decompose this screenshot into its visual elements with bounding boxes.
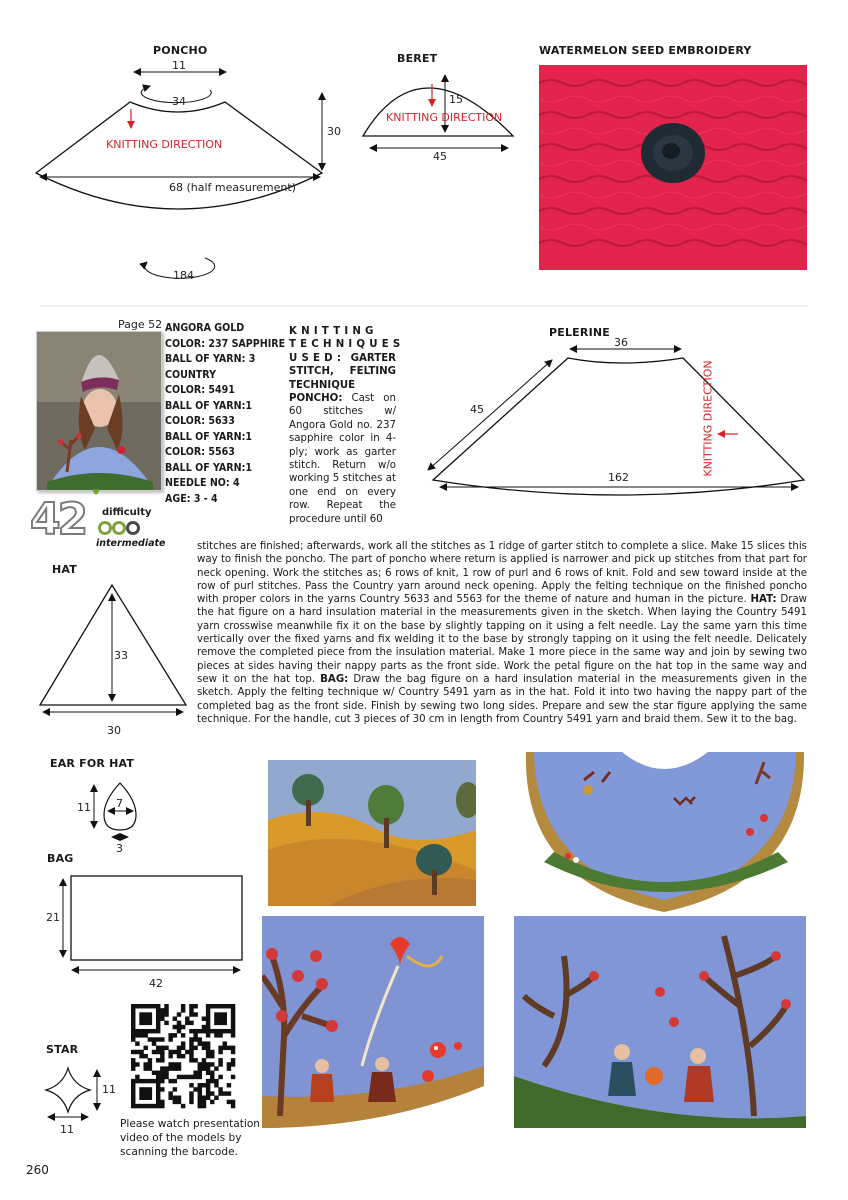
poncho-neck-dim: 11 <box>172 59 186 72</box>
page-ref: Page 52 <box>118 318 163 331</box>
bag-height-dim: 21 <box>46 911 60 924</box>
difficulty-level: intermediate <box>96 538 166 549</box>
star-width-dim: 11 <box>60 1123 74 1136</box>
techniques-heading: KNITTING TECHNIQUES USED: <box>289 326 405 364</box>
pelerine-side-dim: 45 <box>470 403 484 416</box>
poncho-direction-label: KNITTING DIRECTION <box>106 138 223 151</box>
model-photo <box>36 331 162 491</box>
hat-label: HAT: <box>750 594 777 606</box>
hat-height-dim: 33 <box>114 649 128 662</box>
poncho-instructions-cont: stitches are finished; afterwards, work all the stitches as 1 ridge of garter stitch to complete a slice. Make 15 slices this way to finish the poncho. The part of poncho where return is applied is narrower and pick up stitches from that part for neck opening. Work the stitches as; 6 rows of knit, 1 row of purl and 6 rows of knit. Fold and sew toward inside at the row of purl stitches. Pass the Country yarn around neck opening. Apply the felting technique on the finished poncho with proper colors in the yarns Country 5633 and 5563 for the theme of nature and human in the picture. <box>197 541 807 606</box>
poncho-top-photo <box>524 752 806 914</box>
bag-width-dim: 42 <box>149 977 163 990</box>
star-height-dim: 11 <box>102 1083 116 1096</box>
ear-title: EAR FOR HAT <box>50 757 135 770</box>
pelerine-title: PELERINE <box>549 326 610 339</box>
materials-line: AGE: 3 - 4 <box>165 492 218 505</box>
materials-line: BALL OF YARN:1 <box>165 461 253 474</box>
qr-code[interactable] <box>131 1004 235 1108</box>
beret-direction-label: KNITTING DIRECTION <box>386 111 503 124</box>
poncho-instructions: Cast on 60 stitches w/ Angora Gold no. 237 sapphire color in 4-ply; work as garter stitch. Return w/o working 5 stitches at one end on every row. Repeat the procedure until 60 <box>289 393 396 525</box>
hat-width-dim: 30 <box>107 724 121 737</box>
poncho-bottom-dim: 184 <box>173 269 194 282</box>
beret-height-dim: 15 <box>449 93 463 106</box>
pelerine-bottom-dim: 162 <box>608 471 629 484</box>
ear-height-dim: 11 <box>77 801 91 814</box>
techniques-list: GARTER STITCH, FELTING TECHNIQUE <box>289 352 396 391</box>
ear-base-dim: 3 <box>116 842 123 855</box>
bag-diagram <box>63 876 242 970</box>
hat-instructions: Draw the hat figure on a hard insulation material in the measurements given in the sketch. When laying the Country 5491 yarn crosswise meanwhile fix it on the base by slightly tapping on it using a felt needle. Lay the same yarn this time vertically over the fixed yarns and fix welding it to the base by strongly tapping on it using the felt needle. Delicately remove the completed piece from the insulation material. Make 1 more piece in the same way and join by sewing two pieces at sides having their nappy parts as the front side. Work the petal figure on the hat top in the same way and sew it on the hat top. <box>197 594 808 685</box>
materials-line: COLOR: 5563 <box>165 446 235 458</box>
instructions-column <box>289 325 405 526</box>
bag-title: BAG <box>47 852 74 865</box>
instructions-body <box>197 540 807 726</box>
felt-landscape-photo <box>268 760 476 906</box>
hat-title: HAT <box>52 563 77 576</box>
materials-line: BALL OF YARN:1 <box>165 430 253 443</box>
ear-width-dim: 7 <box>116 797 123 810</box>
materials-list <box>165 321 285 507</box>
embroidery-title: WATERMELON SEED EMBROIDERY <box>539 44 752 57</box>
difficulty-heart-icon <box>92 488 100 496</box>
materials-line: COLOR: 5633 <box>165 415 235 427</box>
materials-line: COUNTRY <box>165 368 216 381</box>
project-number: 42 <box>30 494 86 545</box>
star-diagram <box>46 1068 97 1117</box>
poncho-label: PONCHO: <box>289 393 343 405</box>
bag-label: BAG: <box>320 673 349 685</box>
qr-caption: Please watch presentation video of the models by scanning the barcode. <box>120 1118 261 1158</box>
ear-diagram <box>94 783 136 841</box>
beret-title: BERET <box>397 52 438 65</box>
star-title: STAR <box>46 1043 79 1056</box>
poncho-title: PONCHO <box>153 44 208 57</box>
watermelon-seed-photo <box>539 65 807 270</box>
page-number: 260 <box>26 1163 49 1177</box>
poncho-kids-photo <box>514 916 806 1128</box>
poncho-half-dim: 68 (half measurement) <box>169 181 296 194</box>
materials-line: BALL OF YARN:1 <box>165 399 253 412</box>
poncho-height-dim: 30 <box>327 125 341 138</box>
poncho-kite-photo <box>262 916 484 1128</box>
materials-line: COLOR: 5491 <box>165 384 235 396</box>
difficulty-label: difficulty <box>102 507 152 518</box>
poncho-neck-circ-dim: 34 <box>172 95 186 108</box>
materials-line: ANGORA GOLD <box>165 322 245 334</box>
pelerine-top-dim: 36 <box>614 336 628 349</box>
materials-line: COLOR: 237 SAPPHIRE <box>165 337 286 350</box>
bag-instructions: Draw the bag figure on a hard insulation material in the measurements given in the sketch. Apply the felting technique w/ Country 5491 yarn as in the hat. Fold it into two having the nappy part of the completed bag as the front side. Finish by sewing two long sides. Prepare and sew the star figure applying the same technique. For the handle, cut 3 pieces of 30 cm in length from Country 5491 yarn and braid them. Sew it to the bag. <box>197 673 808 725</box>
hat-diagram <box>40 585 186 712</box>
beret-width-dim: 45 <box>433 150 447 163</box>
materials-line: NEEDLE NO: 4 <box>165 477 240 489</box>
materials-line: BALL OF YARN: 3 <box>165 353 256 365</box>
pelerine-direction-label: KNITTING DIRECTION <box>701 360 715 477</box>
